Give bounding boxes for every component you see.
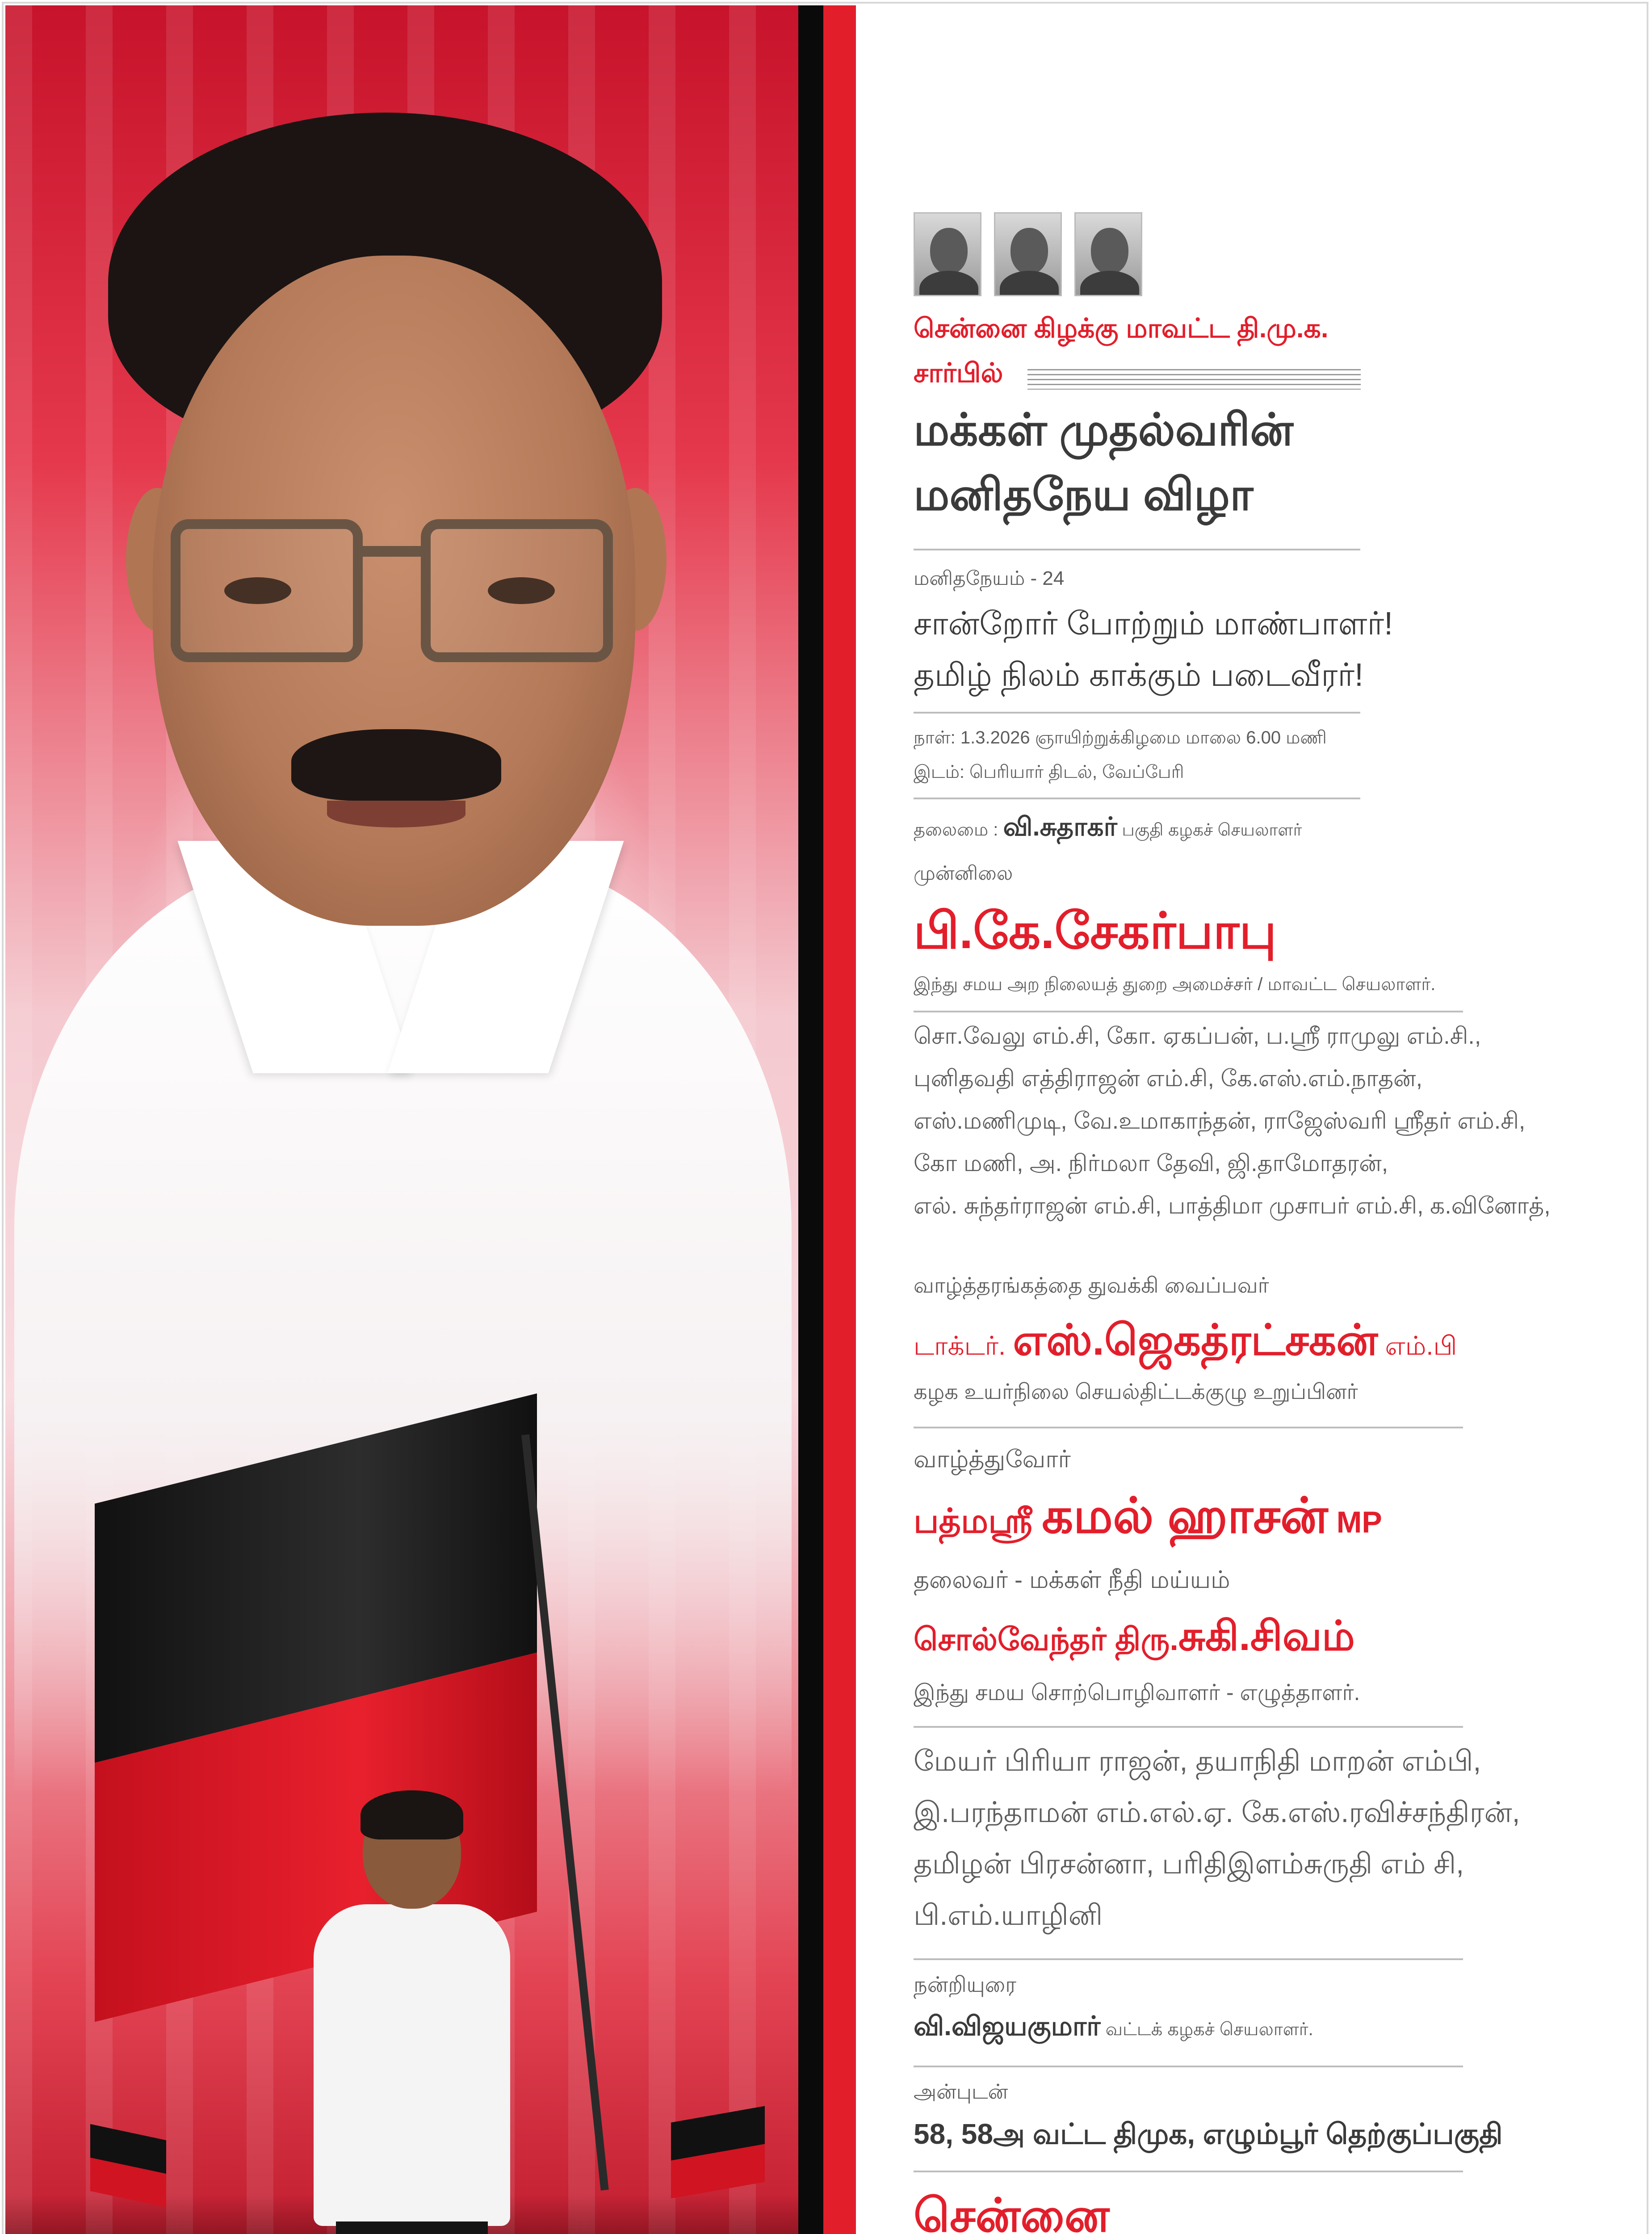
regards-ward: 58, 58அ வட்ட திமுக, எழும்பூர் தெற்குப்பகுதி [914,2118,1503,2150]
participants-line: மேயர் பிரியா ராஜன், தயாநிதி மாறன் எம்பி, [914,1745,1481,1777]
organizer-line-2: சார்பில் [914,358,1003,388]
portrait-leader-1-icon [914,212,981,296]
greeter-1 [914,1488,1382,1545]
event-title-line-2: மனிதநேய விழா [914,470,1254,520]
black-divider-stripe [798,5,823,2234]
dignitaries-line: கோ மணி, அ. நிர்மலா தேவி, ஜி.தாமோதரன், [914,1151,1388,1176]
greeter-2-prefix: சொல்வேந்தர் திரு. [914,1622,1178,1657]
opening-role: கழக உயர்நிலை செயல்திட்டக்குழு உறுப்பினர் [914,1380,1358,1404]
greeter-1-suffix: MP [1328,1505,1382,1539]
glasses-lens-right [421,519,613,662]
greeters-label: வாழ்த்துவோர் [914,1446,1071,1473]
opening-speaker [914,1316,1457,1365]
chair-role: பகுதி கழகச் செயலாளர் [1117,821,1302,840]
opening-prefix: டாக்டர். [914,1331,1013,1361]
opening-suffix: எம்.பி [1378,1331,1457,1361]
greeter-2-name: சுகி.சிவம் [1178,1613,1355,1659]
portrait-leader-3-icon [1074,212,1142,296]
dignitaries-line: புனிதவதி எத்திராஜன் எம்.சி, கே.எஸ்.எம்.நாதன், [914,1066,1423,1092]
footer-line-1: சென்னை [914,2190,1110,2234]
glasses-icon [171,519,363,662]
divider [914,549,1360,550]
participants-line: தமிழன் பிரசன்னா, பரிதிஇளம்சுருதி எம் சி, [914,1848,1464,1880]
dignitaries-line: எஸ்.மணிமுடி, வே.உமாகாந்தன், ராஜேஸ்வரி ஸ்ரீதர் எம்.சி, [914,1108,1526,1134]
chair-label: தலைமை : [914,820,1003,840]
greeter-1-role: தலைவர் - மக்கள் நீதி மய்யம் [914,1566,1230,1593]
youth-leader-pants [336,2221,488,2234]
greeter-2 [914,1613,1355,1660]
divider [914,1726,1463,1728]
presence-label: முன்னிலை [914,862,1013,884]
dignitaries-line: எல். சுந்தர்ராஜன் எம்.சி, பாத்திமா முசாபர் எம்.சி, க.வினோத், [914,1193,1551,1219]
event-title-line-1: மக்கள் முதல்வரின் [914,405,1294,455]
decorative-lines [1027,369,1361,390]
divider [914,1427,1463,1428]
greeter-1-prefix: பத்மஸ்ரீ [914,1502,1042,1540]
leader-mustache [291,729,501,801]
presence-role: இந்து சமய அற நிலையத் துறை அமைச்சர் / மாவட்ட செயலாளர். [914,974,1436,994]
divider [914,798,1360,799]
thanks-role: வட்டக் கழகச் செயலாளர். [1100,2020,1313,2039]
presence-name: பி.கே.சேகர்பாபு [914,903,1277,959]
leader-mouth [327,801,465,827]
organizer-line-1: சென்னை கிழக்கு மாவட்ட தி.மு.க. [914,313,1329,343]
greeter-2-role: இந்து சமய சொற்பொழிவாளர் - எழுத்தாளர். [914,1680,1360,1705]
divider [914,2066,1463,2067]
opening-name: எஸ்.ஜெகத்ரட்சகன் [1013,1316,1378,1364]
leader-portraits-row [914,212,1142,296]
slogan-line-2: தமிழ் நிலம் காக்கும் படைவீரர்! [914,657,1364,693]
divider [914,1011,1463,1012]
thanks-line [914,2011,1313,2041]
chair-name: வி.சுதாகர் [1003,812,1117,841]
regards-label: அன்புடன் [914,2080,1008,2103]
opening-label: வாழ்த்தரங்கத்தை துவக்கி வைப்பவர் [914,1274,1269,1298]
event-venue: இடம்: பெரியார் திடல், வேப்பேரி [914,762,1184,782]
artwork-panel [5,5,798,2234]
dignitaries-line: சொ.வேலு எம்.சி, கோ. ஏகப்பன், ப.ஸ்ரீ ராமுலு எம்.சி., [914,1023,1481,1049]
glasses-bridge [361,546,423,557]
slogan-line-1: சான்றோர் போற்றும் மாண்பாளர்! [914,606,1393,642]
divider [914,712,1360,714]
red-divider-stripe [823,5,856,2234]
divider [914,2171,1463,2172]
youth-leader-shirt [314,1904,510,2226]
event-series: மனிதநேயம் - 24 [914,567,1065,589]
participants-line: பி.எம்.யாழினி [914,1899,1103,1931]
thanks-name: வி.விஜயகுமார் [914,2011,1101,2041]
chair-line [914,812,1302,842]
participants-line: இ.பரந்தாமன் எம்.எல்.ஏ. கே.எஸ்.ரவிச்சந்திரன், [914,1796,1520,1828]
portrait-leader-2-icon [994,212,1062,296]
thanks-label: நன்றியுரை [914,1973,1017,1997]
youth-leader-hair [361,1790,463,1839]
event-date: நாள்: 1.3.2026 ஞாயிற்றுக்கிழமை மாலை 6.00 மணி [914,728,1327,747]
divider [914,1958,1463,1960]
greeter-1-name: கமல் ஹாசன் [1042,1488,1328,1543]
